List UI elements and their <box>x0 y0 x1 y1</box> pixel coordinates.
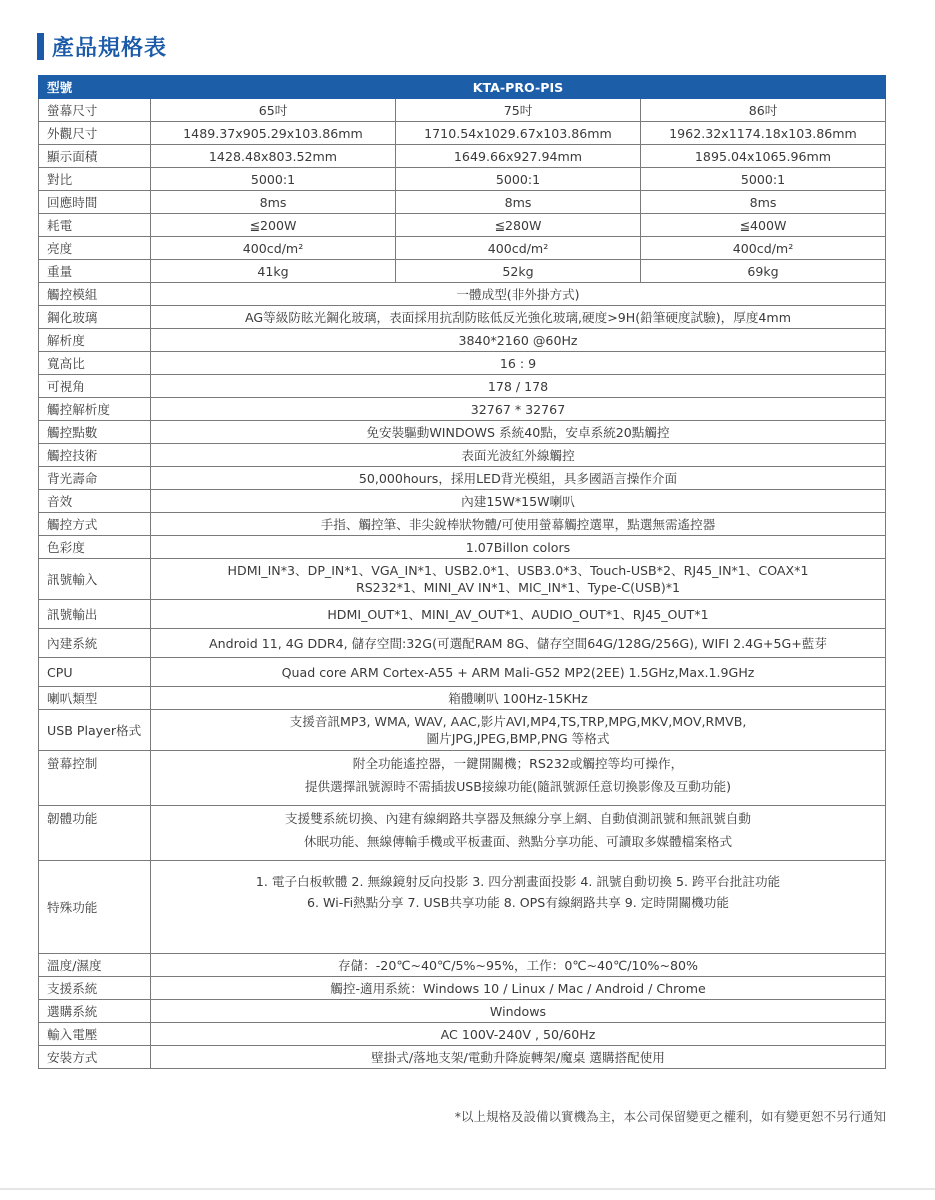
table-row <box>39 687 886 710</box>
table-row <box>39 977 886 1000</box>
table-row <box>39 421 886 444</box>
cell-75: 1710.54x1029.67x103.86mm <box>396 122 641 145</box>
row-value <box>151 306 886 329</box>
row-label: 鋼化玻璃 <box>39 306 151 329</box>
cell-86: ≦400W <box>641 214 886 237</box>
row-label: 訊號輸入 <box>39 559 151 600</box>
cell-65: 400cd/m² <box>151 237 396 260</box>
value-line: 178 / 178 <box>487 378 549 394</box>
table-row <box>39 260 886 283</box>
row-value <box>151 861 886 954</box>
row-label: 觸控點數 <box>39 421 151 444</box>
header-label: 型號 <box>39 76 151 99</box>
table-row <box>39 191 886 214</box>
row-label: 輸入電壓 <box>39 1023 151 1046</box>
row-label: 喇叭類型 <box>39 687 151 710</box>
row-label: 外觀尺寸 <box>39 122 151 145</box>
row-value <box>151 1046 886 1069</box>
row-label: 螢幕尺寸 <box>39 99 151 122</box>
value-line: 1. 電子白板軟體 2. 無線鏡射反向投影 3. 四分割畫面投影 4. 訊號自動切換 5. 跨平台批註功能 <box>255 874 781 889</box>
table-row <box>39 1000 886 1023</box>
row-label: 安裝方式 <box>39 1046 151 1069</box>
cell-86: 86吋 <box>641 99 886 122</box>
value-line: 1.07Billon colors <box>465 539 571 555</box>
row-value <box>151 467 886 490</box>
row-value <box>151 954 886 977</box>
cell-75: 52kg <box>396 260 641 283</box>
table-row <box>39 536 886 559</box>
cell-75: 5000:1 <box>396 168 641 191</box>
row-value <box>151 687 886 710</box>
value-line: 16 : 9 <box>499 355 537 371</box>
row-label: 色彩度 <box>39 536 151 559</box>
table-row <box>39 1046 886 1069</box>
cell-75: 400cd/m² <box>396 237 641 260</box>
cell-65: 5000:1 <box>151 168 396 191</box>
value-line: 3840*2160 @60Hz <box>458 332 578 348</box>
row-value <box>151 559 886 600</box>
cell-86: 5000:1 <box>641 168 886 191</box>
table-row <box>39 122 886 145</box>
row-value <box>151 283 886 306</box>
table-row <box>39 329 886 352</box>
row-value <box>151 977 886 1000</box>
cell-65: ≦200W <box>151 214 396 237</box>
cell-75: ≦280W <box>396 214 641 237</box>
table-row <box>39 444 886 467</box>
table-row <box>39 490 886 513</box>
row-value <box>151 658 886 687</box>
row-label: 選購系統 <box>39 1000 151 1023</box>
table-row <box>39 168 886 191</box>
cell-75: 8ms <box>396 191 641 214</box>
table-row <box>39 375 886 398</box>
table-row <box>39 352 886 375</box>
row-label: 觸控技術 <box>39 444 151 467</box>
table-row <box>39 398 886 421</box>
value-line: Windows <box>489 1003 547 1019</box>
row-label: 回應時間 <box>39 191 151 214</box>
page-title: 產品規格表 <box>52 35 168 61</box>
table-row <box>39 559 886 600</box>
table-row <box>39 467 886 490</box>
value-line: 50,000hours，採用LED背光模組，具多國語言操作介面 <box>358 470 678 486</box>
value-line: 6. Wi-Fi熱點分享 7. USB共享功能 8. OPS有線網路共享 9. 定時開關機功能 <box>307 895 729 910</box>
value-line: 提供選擇訊號源時不需插拔USB接線功能(隨訊號源任意切換影像及互動功能) <box>304 779 732 794</box>
cell-86: 1962.32x1174.18x103.86mm <box>641 122 886 145</box>
table-row <box>39 954 886 977</box>
row-value <box>151 352 886 375</box>
value-line: RS232*1、MINI_AV IN*1、MIC_IN*1、Type-C(USB)*1 <box>355 580 681 595</box>
bottom-divider <box>0 1188 935 1190</box>
row-label: 內建系統 <box>39 629 151 658</box>
row-label: 背光壽命 <box>39 467 151 490</box>
row-label: 對比 <box>39 168 151 191</box>
cell-86: 400cd/m² <box>641 237 886 260</box>
row-value <box>151 329 886 352</box>
row-label: 可視角 <box>39 375 151 398</box>
footnote: *以上規格及設備以實機為主，本公司保留變更之權利，如有變更恕不另行通知 <box>454 1109 886 1124</box>
table-row <box>39 283 886 306</box>
row-value <box>151 600 886 629</box>
row-value <box>151 751 886 806</box>
row-label: CPU <box>39 658 151 687</box>
value-line: Quad core ARM Cortex-A55 + ARM Mali-G52 MP2(2EE) 1.5GHz,Max.1.9GHz <box>281 664 755 680</box>
row-label: 音效 <box>39 490 151 513</box>
cell-65: 8ms <box>151 191 396 214</box>
value-line: 內建15W*15W喇叭 <box>461 493 575 509</box>
row-label: 亮度 <box>39 237 151 260</box>
value-line: 壁掛式/落地支架/電動升降旋轉架/魔桌 選購搭配使用 <box>371 1049 665 1065</box>
value-line: 箱體喇叭 100Hz-15KHz <box>448 690 588 706</box>
row-label: 觸控解析度 <box>39 398 151 421</box>
table-row <box>39 99 886 122</box>
cell-75: 75吋 <box>396 99 641 122</box>
table-row <box>39 145 886 168</box>
table-row <box>39 513 886 536</box>
value-line: 支援音訊MP3, WMA, WAV, AAC,影片AVI,MP4,TS,TRP,MPG,MKV,MOV,RMVB, <box>289 714 747 729</box>
table-row <box>39 658 886 687</box>
row-value <box>151 490 886 513</box>
row-value <box>151 710 886 751</box>
row-label: 寬高比 <box>39 352 151 375</box>
cell-65: 1489.37x905.29x103.86mm <box>151 122 396 145</box>
table-row <box>39 806 886 861</box>
header-model: KTA-PRO-PIS <box>151 76 886 99</box>
cell-65: 65吋 <box>151 99 396 122</box>
value-line: Android 11, 4G DDR4, 儲存空間:32G(可選配RAM 8G、儲存空間64G/128G/256G), WIFI 2.4G+5G+藍芽 <box>209 635 827 651</box>
row-value <box>151 375 886 398</box>
value-line: 觸控-適用系統：Windows 10 / Linux / Mac / Android / Chrome <box>330 980 706 996</box>
row-label: 溫度/濕度 <box>39 954 151 977</box>
row-label: 特殊功能 <box>39 861 151 954</box>
table-header-row <box>39 76 886 99</box>
row-label: 顯示面積 <box>39 145 151 168</box>
table-row <box>39 237 886 260</box>
table-row <box>39 306 886 329</box>
value-line: 圖片JPG,JPEG,BMP,PNG 等格式 <box>426 731 610 746</box>
row-label: USB Player格式 <box>39 710 151 751</box>
value-line: HDMI_IN*3、DP_IN*1、VGA_IN*1、USB2.0*1、USB3.0*3、Touch-USB*2、RJ45_IN*1、COAX*1 <box>227 563 809 578</box>
row-label: 韌體功能 <box>39 806 151 861</box>
value-line: 支援雙系統切換、內建有線網路共享器及無線分享上網、自動偵測訊號和無訊號自動 <box>285 811 751 826</box>
row-value <box>151 536 886 559</box>
table-row <box>39 861 886 954</box>
value-line: 一體成型(非外掛方式) <box>456 286 580 302</box>
row-value <box>151 444 886 467</box>
table-row <box>39 214 886 237</box>
title-accent-bar <box>37 33 44 60</box>
page-title-block <box>37 32 167 60</box>
spec-body <box>39 99 886 1069</box>
row-label: 觸控方式 <box>39 513 151 536</box>
row-label: 訊號輸出 <box>39 600 151 629</box>
row-value <box>151 398 886 421</box>
cell-65: 41kg <box>151 260 396 283</box>
value-line: 免安裝驅動WINDOWS 系統40點，安卓系統20點觸控 <box>366 424 670 440</box>
row-value <box>151 806 886 861</box>
value-line: 手指、觸控筆、非尖銳棒狀物體/可使用螢幕觸控選單，點選無需遙控器 <box>320 516 716 532</box>
value-line: AC 100V-240V , 50/60Hz <box>440 1026 596 1042</box>
value-line: 32767 * 32767 <box>470 401 566 417</box>
row-label: 螢幕控制 <box>39 751 151 806</box>
value-line: 休眠功能、無線傳輸手機或平板畫面、熱點分享功能、可讀取多媒體檔案格式 <box>303 834 733 849</box>
row-value <box>151 513 886 536</box>
table-row <box>39 710 886 751</box>
row-value <box>151 421 886 444</box>
value-line: HDMI_OUT*1、MINI_AV_OUT*1、AUDIO_OUT*1、RJ45_OUT*1 <box>327 606 709 622</box>
cell-86: 8ms <box>641 191 886 214</box>
row-value <box>151 1000 886 1023</box>
table-row <box>39 629 886 658</box>
table-row <box>39 1023 886 1046</box>
row-label: 觸控模組 <box>39 283 151 306</box>
value-line: 存儲：-20℃~40℃/5%~95%，工作：0℃~40℃/10%~80% <box>337 957 698 973</box>
cell-65: 1428.48x803.52mm <box>151 145 396 168</box>
row-value <box>151 1023 886 1046</box>
value-line: 表面光波紅外線觸控 <box>461 447 575 463</box>
row-label: 支援系統 <box>39 977 151 1000</box>
table-row <box>39 600 886 629</box>
spec-table <box>38 75 886 1069</box>
row-value <box>151 629 886 658</box>
row-label: 重量 <box>39 260 151 283</box>
cell-75: 1649.66x927.94mm <box>396 145 641 168</box>
row-label: 耗電 <box>39 214 151 237</box>
table-row <box>39 751 886 806</box>
value-line: 附全功能遙控器，一鍵開關機；RS232或觸控等均可操作， <box>352 756 684 771</box>
row-label: 解析度 <box>39 329 151 352</box>
value-line: AG等級防眩光鋼化玻璃，表面採用抗刮防眩低反光強化玻璃,硬度>9H(鉛筆硬度試驗)，厚度4mm <box>245 309 791 325</box>
cell-86: 1895.04x1065.96mm <box>641 145 886 168</box>
cell-86: 69kg <box>641 260 886 283</box>
